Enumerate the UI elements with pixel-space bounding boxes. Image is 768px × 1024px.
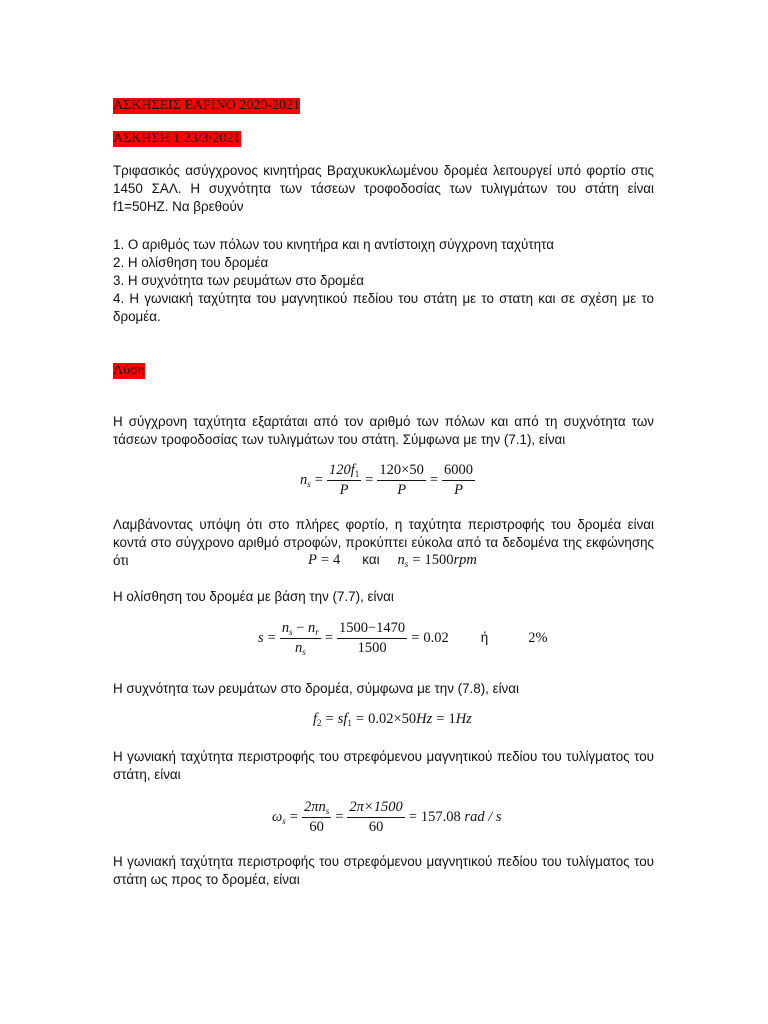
problem-item-2: 2. Η ολίσθηση του δρομέα bbox=[113, 255, 269, 270]
exercise-title: ΑΣΚΗΣΗ 1 23/3/2021 bbox=[113, 131, 241, 146]
solution-label: Λύση bbox=[113, 363, 145, 378]
solution-paragraph-4: Η συχνότητα των ρευμάτων στο δρομέα, σύμφωνα με την (7.8), είναι bbox=[113, 681, 519, 696]
eq2-fraction-1: $\frac{n_s - n_r}{n_s}$ bbox=[281, 620, 319, 657]
eq1-fraction-1: $\frac{120f_1}{P}$ bbox=[328, 462, 360, 498]
eq4-fraction-1: $\frac{2\pi n_s}{60}$ bbox=[303, 799, 330, 835]
eq1-lhs: n bbox=[300, 471, 308, 488]
eq2-fraction-2: $\frac{1500-1470}{1500}$ bbox=[339, 620, 406, 656]
equation-rotor-frequency: $f_2 = sf_1 = 0.02\times 50Hz = 1Hz$ bbox=[313, 711, 472, 728]
exercise-title-line bbox=[113, 129, 241, 147]
equation-synchronous-speed: $n_s$ = $\frac{120f_1}{P}$ = $\frac{120\times 50}{P}$ = $\frac{6000}{P}$ bbox=[300, 462, 474, 498]
solution-paragraph-6: Η γωνιακή ταχύτητα περιστροφής του στρεφόμενου μαγνητικού πεδίου του τυλίγματος του στάτη ως προς το δρομέα, είναι bbox=[113, 854, 654, 887]
solution-paragraph-1: Η σύγχρονη ταχύτητα εξαρτάται από τον αριθμό των πόλων και από τη συχνότητα των τάσεων τροφοδοσίας των τυλιγμάτων του στάτη. Σύμφωνα με την (7.1), είναι bbox=[113, 414, 654, 447]
problem-item-4: 4. Η γωνιακή ταχύτητα του μαγνητικού πεδίου του στάτη με το στατη και σε σχέση με το δρομέα. bbox=[113, 291, 654, 324]
solution-paragraph-3: Η ολίσθηση του δρομέα με βάση την (7.7), είναι bbox=[113, 589, 394, 604]
equation-angular-speed: $\omega_s$ = $\frac{2\pi n_s}{60}$ = $\frac{2\pi\times 1500}{60}$ = 157.08 rad / s bbox=[272, 799, 502, 835]
solution-label-line bbox=[113, 361, 145, 379]
eq1-fraction-3: $\frac{6000}{P}$ bbox=[444, 462, 474, 498]
header-title-line bbox=[113, 96, 300, 114]
problem-item-3: 3. Η συχνότητα των ρευμάτων στο δρομέα bbox=[113, 273, 364, 288]
header-title: ΑΣΚΗΣΕΙΣ ΕΑΡΙΝΟ 2020-2021 bbox=[113, 98, 300, 113]
eq4-fraction-2: $\frac{2\pi\times 1500}{60}$ bbox=[349, 799, 403, 835]
problem-text: Τριφασικός ασύγχρονος κινητήρας Βραχυκυκλωμένου δρομέα λειτουργεί υπό φορτίο στις 1450 ΣΑΛ. Η συχνότητα των τάσεων τροφοδοσίας των τυλιγμάτων του στάτη είναι f1=50HZ. Να βρεθούν bbox=[113, 163, 654, 214]
solution-paragraph-5: Η γωνιακή ταχύτητα περιστροφής του στρεφόμενου μαγνητικού πεδίου του τυλίγματος του στάτη, είναι bbox=[113, 749, 654, 782]
problem-item-1: 1. Ο αριθμός των πόλων του κινητήρα και η αντίστοιχη σύγχρονη ταχύτητα bbox=[113, 237, 554, 252]
eq1-fraction-2: $\frac{120\times 50}{P}$ bbox=[379, 462, 424, 498]
equation-poles-speed: P = 4 και $n_s = 1500rpm$ bbox=[308, 552, 477, 569]
equation-slip: s = $\frac{n_s - n_r}{n_s}$ = $\frac{1500-1470}{1500}$ = 0.02 ή 2% bbox=[258, 620, 548, 657]
solution-paragraph-2: Λαμβάνοντας υπόψη ότι στο πλήρες φορτίο, η ταχύτητα περιστροφής του δρομέα είναι κοντά στο σύγχρονο αριθμό στροφών, προκύπτει εύκολα από τα δεδομένα της εκφώνησης ότι bbox=[113, 517, 654, 568]
problem-list bbox=[113, 236, 673, 326]
